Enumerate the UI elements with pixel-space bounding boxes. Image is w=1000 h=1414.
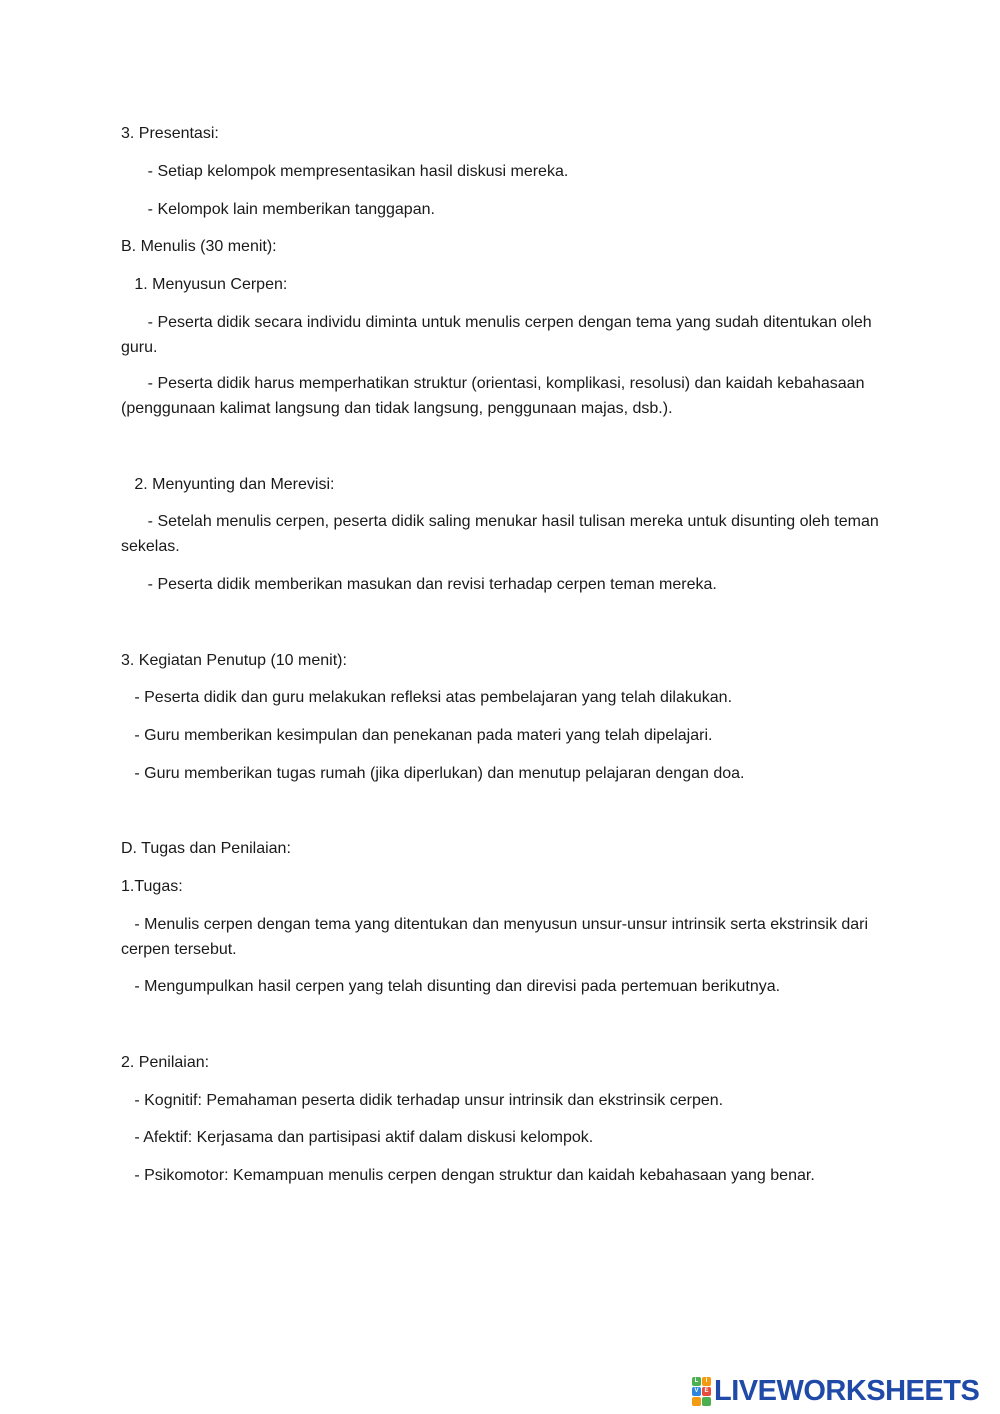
- section-heading-presentasi: 3. Presentasi:: [121, 125, 219, 142]
- subsection-heading-penilaian: 2. Penilaian:: [121, 1054, 210, 1071]
- list-item: - Setiap kelompok mempresentasikan hasil diskusi mereka.: [121, 163, 569, 180]
- section-heading-tugas-penilaian: D. Tugas dan Penilaian:: [121, 840, 291, 857]
- logo-tile-v: V: [692, 1387, 701, 1396]
- section-heading-menulis: B. Menulis (30 menit):: [121, 238, 277, 255]
- logo-tile-e: E: [702, 1387, 711, 1396]
- list-item: - Peserta didik secara individu diminta untuk menulis cerpen dengan tema yang sudah ditentukan oleh guru.: [121, 314, 877, 356]
- logo-tile-blank: [692, 1397, 701, 1406]
- subsection-heading-menyunting: 2. Menyunting dan Merevisi:: [121, 476, 335, 493]
- list-item: - Setelah menulis cerpen, peserta didik saling menukar hasil tulisan mereka untuk disunting oleh teman sekelas.: [121, 513, 884, 555]
- list-item: - Mengumpulkan hasil cerpen yang telah disunting dan direvisi pada pertemuan berikutnya.: [121, 978, 781, 995]
- list-item: - Afektif: Kerjasama dan partisipasi aktif dalam diskusi kelompok.: [121, 1129, 594, 1146]
- section-heading-penutup: 3. Kegiatan Penutup (10 menit):: [121, 652, 347, 669]
- liveworksheets-logo-icon: [692, 1377, 711, 1406]
- logo-tile-i: I: [702, 1377, 711, 1386]
- subsection-heading-tugas: 1.Tugas:: [121, 878, 183, 895]
- list-item: - Guru memberikan kesimpulan dan penekanan pada materi yang telah dipelajari.: [121, 727, 713, 744]
- liveworksheets-logo: [692, 1374, 979, 1408]
- list-item: - Kognitif: Pemahaman peserta didik terhadap unsur intrinsik dan ekstrinsik cerpen.: [121, 1092, 724, 1109]
- logo-tile-l: L: [692, 1377, 701, 1386]
- list-item: - Peserta didik harus memperhatikan struktur (orientasi, komplikasi, resolusi) dan kaidah kebahasaan (penggunaan kalimat langsung dan tidak langsung, penggunaan majas, dsb.).: [121, 375, 869, 417]
- list-item: - Peserta didik dan guru melakukan refleksi atas pembelajaran yang telah dilakukan.: [121, 689, 733, 706]
- list-item: - Guru memberikan tugas rumah (jika diperlukan) dan menutup pelajaran dengan doa.: [121, 765, 745, 782]
- list-item: - Menulis cerpen dengan tema yang ditentukan dan menyusun unsur-unsur intrinsik serta ekstrinsik dari cerpen tersebut.: [121, 916, 873, 958]
- logo-tile-blank: [702, 1397, 711, 1406]
- list-item: - Kelompok lain memberikan tanggapan.: [121, 201, 435, 218]
- subsection-heading-menyusun-cerpen: 1. Menyusun Cerpen:: [121, 276, 288, 293]
- list-item: - Peserta didik memberikan masukan dan revisi terhadap cerpen teman mereka.: [121, 576, 717, 593]
- list-item: - Psikomotor: Kemampuan menulis cerpen dengan struktur dan kaidah kebahasaan yang benar.: [121, 1167, 815, 1184]
- liveworksheets-logo-text: LIVEWORKSHEETS: [714, 1374, 980, 1407]
